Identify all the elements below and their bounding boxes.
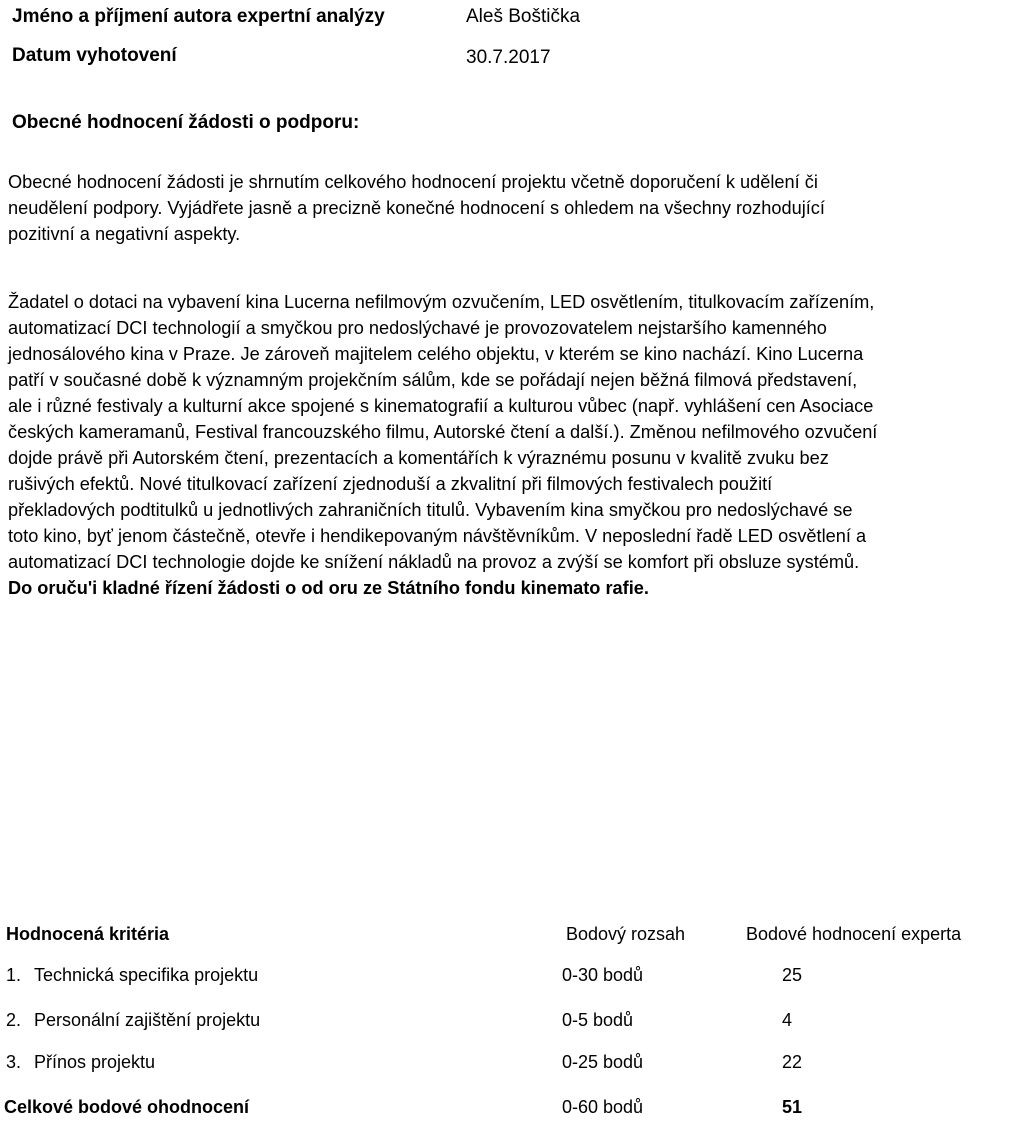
criteria-name: Personální zajištění projektu [34,1010,261,1030]
author-label: Jméno a příjmení autora expertní analýzy [12,6,385,27]
criteria-range: 0-25 bodů [562,1052,644,1072]
body-line: toto kino, byť jenom částečně, otevře i hendikepovaným návštěvníkům. V neposlední řadě LED osvětlení a [8,526,867,546]
criteria-name: Přínos projektu [34,1052,156,1072]
criteria-range: 0-30 bodů [562,965,644,985]
instruction-line: pozitivní a negativní aspekty. [8,224,241,244]
date-label: Datum vyhotovení [12,45,177,66]
evaluation-text [8,289,1020,601]
criteria-row [0,1052,1024,1082]
recommendation-line: Do oruču'i kladné řízení žádosti o od oru ze Státního fondu kinemato rafie. [8,578,649,598]
body-line: dojde právě při Autorském čtení, prezentacích a komentářích k výraznému posunu v kvalitě zvuku bez [8,448,829,468]
total-score: 51 [782,1097,803,1117]
criteria-score: 25 [782,965,803,985]
criteria-header: Hodnocená kritéria [6,924,170,944]
criteria-score: 4 [782,1010,793,1030]
section-title: Obecné hodnocení žádosti o podporu: [12,112,360,133]
body-line: českých kameramanů, Festival francouzského filmu, Autorské čtení a další.). Změnou nefilmového ozvučení [8,422,878,442]
body-line: ale i různé festivaly a kulturní akce spojené s kinematografií a kulturou vůbec (např. vyhlášení cen Asociace [8,396,874,416]
date-value: 30.7.2017 [466,47,551,68]
instruction-line: neudělení podpory. Vyjádřete jasně a precizně konečné hodnocení s ohledem na všechny rozhodující [8,198,825,218]
criteria-number: 2. [6,1010,22,1030]
body-line: Žadatel o dotaci na vybavení kina Lucerna nefilmovým ozvučením, LED osvětlením, titulkovacím zařízením, [8,292,875,312]
body-line: automatizací DCI technologií a smyčkou pro nedoslýchavé je provozovatelem nejstaršího kamenného [8,318,827,338]
criteria-score: 22 [782,1052,803,1072]
author-value: Aleš Boštička [466,6,581,27]
body-line: jednosálového kina v Praze. Je zároveň majitelem celého objektu, v kterém se kino nachází. Kino Lucerna [8,344,864,364]
body-line: automatizací DCI technologie dojde ke snížení nákladů na provoz a zvýší se komfort při obsluze systémů. [8,552,860,572]
instruction-line: Obecné hodnocení žádosti je shrnutím celkového hodnocení projektu včetně doporučení k udělení či [8,172,818,192]
criteria-header-row [0,924,1024,954]
total-range: 0-60 bodů [562,1097,644,1117]
total-label: Celkové bodové ohodnocení [4,1097,250,1117]
criteria-row [0,965,1024,995]
body-line: patří v současné době k významným projekčním sálům, kde se pořádají nejen běžná filmová představení, [8,370,858,390]
criteria-number: 1. [6,965,22,985]
score-header: Bodové hodnocení experta [746,924,962,944]
criteria-row [0,1010,1024,1040]
criteria-name: Technická specifika projektu [34,965,259,985]
body-line: rušivých efektů. Nové titulkovací zařízení zjednoduší a zkvalitní při filmových festivalech použití [8,474,773,494]
body-line: překladových podtitulků u jednotlivých zahraničních titulů. Vybavením kina smyčkou pro nedoslýchavé se [8,500,853,520]
range-header: Bodový rozsah [566,924,686,944]
criteria-number: 3. [6,1052,22,1072]
criteria-range: 0-5 bodů [562,1010,634,1030]
criteria-total-row [0,1097,1024,1127]
instruction-paragraph [8,169,1020,247]
